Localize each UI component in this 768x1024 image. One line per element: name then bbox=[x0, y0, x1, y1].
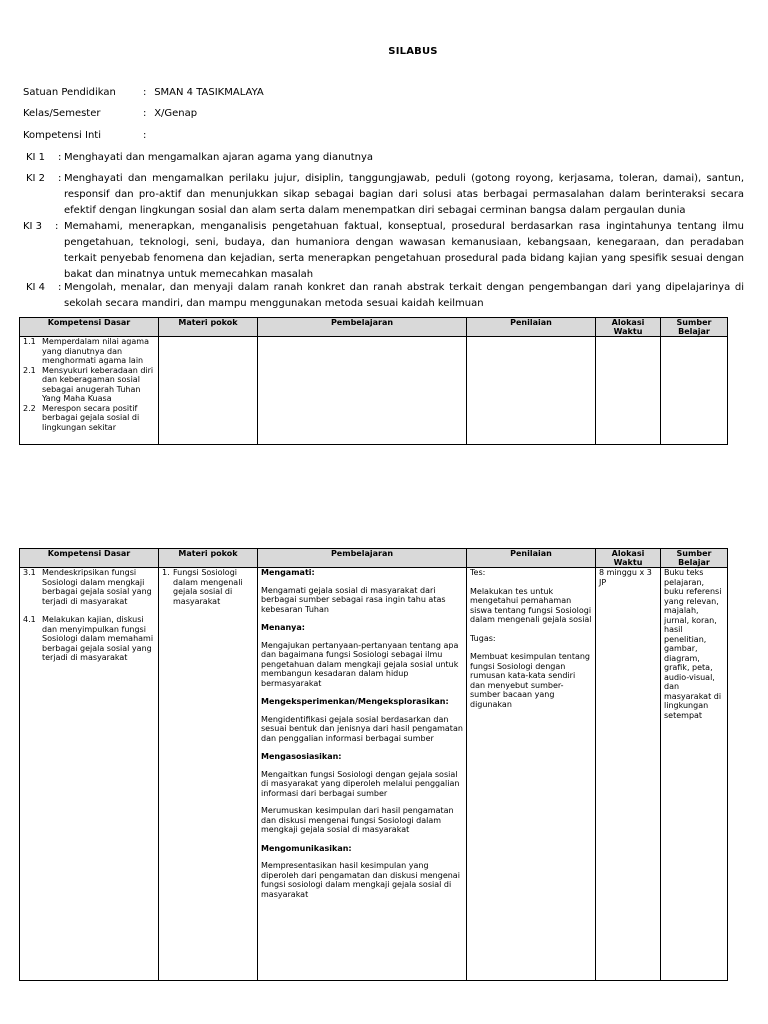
header-materi-pokok: Materi pokok bbox=[159, 549, 258, 568]
ki-text: Mengolah, menalar, dan menyaji dalam ranah konkret dan ranah abstrak terkait dengan pengembangan dari yang dipelajarinya di sekolah secara mandiri, dan mampu menggunakan metoda sesuai kaidah keilmuan bbox=[64, 282, 744, 309]
step-text: Mempresentasikan hasil kesimpulan yang diperoleh dari pengamatan dan diskusi mengenai fungsi sosiologi dalam mengkaji gejala sosial di masyarakat bbox=[261, 861, 460, 899]
silabus-table-ki-1-2 bbox=[19, 317, 728, 445]
step-heading-mengasosiasikan: Mengasosiasikan: bbox=[261, 752, 342, 761]
table-row bbox=[20, 337, 728, 445]
header-alokasi-waktu: Alokasi Waktu bbox=[596, 549, 661, 568]
step-text: Mengaitkan fungsi Sosiologi dengan gejala sosial di masyarakat yang diperoleh melalui penggalian informasi dari berbagai sumber bbox=[261, 769, 460, 798]
table-row bbox=[20, 568, 728, 981]
step-heading-menanya: Menanya: bbox=[261, 623, 305, 632]
step-text: Mengamati gejala sosial di masyarakat dari berbagai sumber sebagai rasa ingin tahu atas kebesaran Tuhan bbox=[261, 585, 446, 614]
header-materi-pokok: Materi pokok bbox=[159, 318, 258, 337]
sumber-cell bbox=[661, 337, 728, 445]
sumber-cell: Buku teks pelajaran, buku referensi yang relevan, majalah, jurnal, koran, hasil penelitian, gambar, diagram, grafik, peta, audio-visual, dan masyarakat di lingkungan setempat bbox=[661, 568, 728, 981]
meta-label: Kelas/Semester bbox=[23, 108, 101, 119]
meta-kelas-semester: Kelas/Semester : X/Genap bbox=[23, 108, 198, 119]
materi-cell bbox=[159, 337, 258, 445]
header-penilaian: Penilaian bbox=[467, 318, 596, 337]
header-penilaian: Penilaian bbox=[467, 549, 596, 568]
kd-item: 3.1 Mendeskripsikan fungsi Sosiologi dalam mengkaji berbagai gejala sosial yang terjadi di masyarakat bbox=[23, 568, 152, 606]
penilaian-tes-label: Tes: bbox=[470, 568, 486, 577]
meta-label: Satuan Pendidikan bbox=[23, 87, 116, 98]
ki-4: KI 4 : Mengolah, menalar, dan menyaji dalam ranah konkret dan ranah abstrak terkait dengan pengembangan dari yang dipelajarinya di sekolah secara mandiri, dan mampu menggunakan metoda sesuai kaidah keilmuan bbox=[26, 280, 746, 312]
penilaian-tugas-label: Tugas: bbox=[470, 633, 496, 643]
meta-label: Kompetensi Inti bbox=[23, 130, 101, 141]
header-alokasi-waktu: Alokasi Waktu bbox=[596, 318, 661, 337]
document-title: SILABUS bbox=[388, 46, 438, 57]
ki-text: Memahami, menerapkan, menganalisis pengetahuan faktual, konseptual, prosedural berdasarkan rasa ingintahunya tentang ilmu pengetahuan, teknologi, seni, budaya, dan humaniora dengan wawasan kemanusiaan, kebangsaan, kenegaraan, dan peradaban terkait penyebab fenomena dan kejadian, serta menerapkan pengetahuan prosedural pada bidang kajian yang spesifik sesuai dengan bakat dan minatnya untuk memecahkan masalah bbox=[64, 221, 744, 280]
alokasi-cell bbox=[596, 337, 661, 445]
meta-kompetensi-inti: Kompetensi Inti : bbox=[23, 130, 147, 141]
meta-value: X/Genap bbox=[154, 108, 198, 119]
kd-item: 2.2 Merespon secara positif berbagai gejala sosial di lingkungan sekitar bbox=[23, 403, 140, 432]
ki-2: KI 2 : Menghayati dan mengamalkan perilaku jujur, disiplin, tanggungjawab, peduli (gotong royong, kerjasama, toleran, damai), santun, responsif dan pro-aktif dan menunjukkan sikap sebagai bagian dari solusi atas berbagai permasalahan dalam berinteraksi secara efektif dengan lingkungan sosial dan alam serta dalam menempatkan diri sebagai cerminan bangsa dalam pergaulan dunia bbox=[26, 171, 746, 219]
ki-text: Menghayati dan mengamalkan ajaran agama yang dianutnya bbox=[64, 152, 374, 163]
penilaian-tugas-text: Membuat kesimpulan tentang fungsi Sosiologi dengan rumusan kata-kata sendiri dan menyebut sumber-sumber bacaan yang digunakan bbox=[470, 652, 591, 709]
step-heading-mengomunikasikan: Mengomunikasikan: bbox=[261, 843, 352, 853]
step-heading-mengamati: Mengamati: bbox=[261, 568, 315, 577]
kd-item: 4.1 Melakukan kajian, diskusi dan menyimpulkan fungsi Sosiologi dalam memahami berbagai gejala sosial yang terjadi di masyarakat bbox=[23, 615, 154, 662]
meta-satuan-pendidikan: Satuan Pendidikan : SMAN 4 TASIKMALAYA bbox=[23, 87, 264, 98]
kd-item: 2.1 Mensyukuri keberadaan diri dan keberagaman sosial sebagai anugerah Tuhan Yang Maha Kuasa bbox=[23, 365, 154, 403]
header-kompetensi-dasar: Kompetensi Dasar bbox=[20, 318, 159, 337]
step-heading-mengeksperimenkan: Mengeksperimenkan/Mengeksplorasikan: bbox=[261, 697, 449, 706]
header-sumber-belajar: Sumber Belajar bbox=[661, 318, 728, 337]
materi-cell bbox=[159, 568, 258, 981]
step-text: Mengajukan pertanyaan-pertanyaan tentang apa dan bagaimana fungsi Sosiologi sebagai ilmu pengetahuan dalam mengkaji gejala sosial untuk membangun kesadaran dalam hidup bermasyarakat bbox=[261, 640, 459, 688]
pembelajaran-cell bbox=[258, 568, 467, 981]
step-text: Merumuskan kesimpulan dari hasil pengamatan dan diskusi mengenai fungsi Sosiologi dalam mengkaji gejala sosial di masyarakat bbox=[261, 806, 454, 834]
alokasi-cell: 8 minggu x 3 JP bbox=[596, 568, 661, 981]
ki-1: KI 1 : Menghayati dan mengamalkan ajaran agama yang dianutnya bbox=[26, 150, 746, 166]
header-kompetensi-dasar: Kompetensi Dasar bbox=[20, 549, 159, 568]
header-pembelajaran: Pembelajaran bbox=[258, 549, 467, 568]
penilaian-tes-text: Melakukan tes untuk mengetahui pemahaman siswa tentang fungsi Sosiologi dalam mengenali gejala sosial bbox=[470, 586, 592, 624]
table-header-row bbox=[20, 318, 728, 337]
header-sumber-belajar: Sumber Belajar bbox=[661, 549, 728, 568]
ki-code: KI 3 bbox=[23, 221, 43, 232]
table-header-row bbox=[20, 549, 728, 568]
pembelajaran-cell bbox=[258, 337, 467, 445]
kd-item: 1.1 Memperdalam nilai agama yang dianutnya dan menghormati agama lain bbox=[23, 337, 149, 365]
ki-text: Menghayati dan mengamalkan perilaku jujur, disiplin, tanggungjawab, peduli (gotong royong, kerjasama, toleran, damai), santun, responsif dan pro-aktif dan menunjukkan sikap sebagai bagian dari solusi atas berbagai permasalahan dalam berinteraksi secara efektif dengan lingkungan sosial dan alam serta dalam menempatkan diri sebagai cerminan bangsa dalam pergaulan dunia bbox=[64, 173, 744, 216]
ki-code: KI 2 bbox=[26, 173, 46, 184]
materi-item: 1. Fungsi Sosiologi dalam mengenali gejala sosial di masyarakat bbox=[162, 568, 243, 606]
kd-cell bbox=[20, 337, 159, 445]
penilaian-cell bbox=[467, 337, 596, 445]
ki-3: KI 3 : Memahami, menerapkan, menganalisis pengetahuan faktual, konseptual, prosedural berdasarkan rasa ingintahunya tentang ilmu pengetahuan, teknologi, seni, budaya, dan humaniora dengan wawasan kemanusiaan, kebangsaan, kenegaraan, dan peradaban terkait penyebab fenomena dan kejadian, serta menerapkan pengetahuan prosedural pada bidang kajian yang spesifik sesuai dengan bakat dan minatnya untuk memecahkan masalah bbox=[23, 219, 746, 283]
ki-code: KI 1 bbox=[26, 152, 46, 163]
step-text: Mengidentifikasi gejala sosial berdasarkan dan sesuai bentuk dan jenisnya dari hasil pengamatan dan penggalian informasi berbagai sumber bbox=[261, 714, 463, 743]
silabus-table-ki-3-4 bbox=[19, 548, 728, 981]
ki-code: KI 4 bbox=[26, 282, 46, 293]
kd-cell bbox=[20, 568, 159, 981]
header-pembelajaran: Pembelajaran bbox=[258, 318, 467, 337]
meta-value: SMAN 4 TASIKMALAYA bbox=[154, 87, 264, 98]
penilaian-cell bbox=[467, 568, 596, 981]
